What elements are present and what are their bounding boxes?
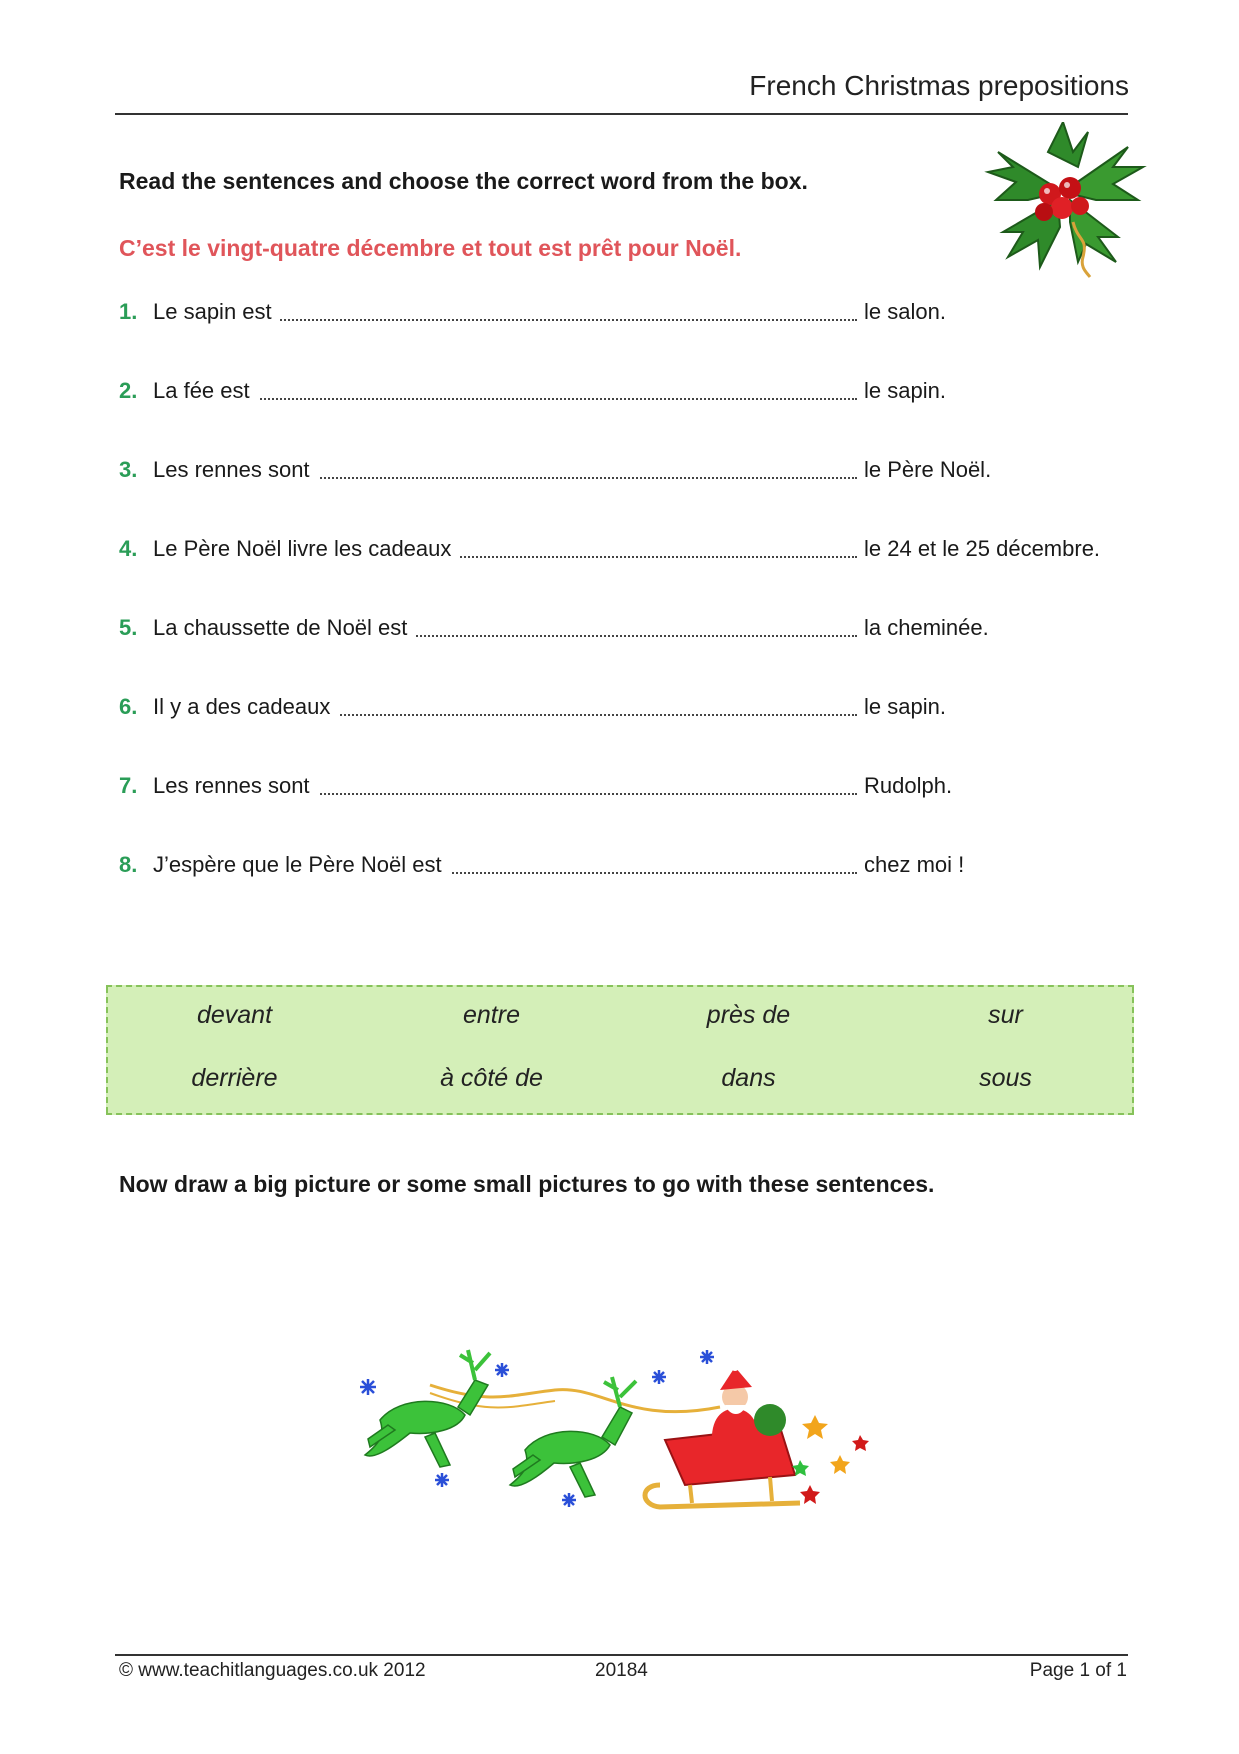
santa-sleigh-icon	[340, 1335, 900, 1535]
question-number: 8.	[119, 852, 138, 877]
question-number: 1.	[119, 299, 138, 324]
word-grid	[106, 987, 1134, 1113]
sentence-row	[119, 451, 1129, 530]
sentence-stem: Le Père Noël livre les cadeaux	[153, 536, 459, 562]
sentence-stem: Le sapin est	[153, 299, 280, 325]
sentence-row	[119, 688, 1129, 767]
footer-page: Page 1 of 1	[1029, 1660, 1127, 1681]
sentence-end: le salon.	[864, 299, 946, 324]
word-option: sur	[988, 1001, 1023, 1029]
answer-blank	[153, 398, 857, 400]
sentence-stem: La fée est	[153, 378, 258, 404]
word-option: sous	[979, 1064, 1032, 1092]
question-number: 5.	[119, 615, 138, 640]
exercise-list	[119, 293, 1129, 925]
sentence-row	[119, 530, 1129, 609]
word-option: devant	[196, 1001, 273, 1029]
footer-divider	[115, 1654, 1128, 1656]
drawing-instruction: Now draw a big picture or some small pictures to go with these sentences.	[119, 1171, 935, 1197]
word-option: dans	[721, 1064, 776, 1092]
header-divider	[115, 113, 1128, 115]
footer-code: 20184	[595, 1660, 648, 1681]
question-number: 2.	[119, 378, 138, 403]
word-box	[106, 985, 1134, 1115]
sentence-row	[119, 293, 1129, 372]
holly-icon	[978, 122, 1148, 282]
word-option: entre	[463, 1001, 520, 1029]
sentence-end: le Père Noël.	[864, 457, 992, 482]
question-number: 7.	[119, 773, 138, 798]
sentence-row	[119, 609, 1129, 688]
sentence-end: le 24 et le 25 décembre.	[864, 536, 1101, 561]
sentence-stem: J’espère que le Père Noël est	[153, 852, 450, 878]
footer-copyright: © www.teachitlanguages.co.uk 2012	[119, 1660, 426, 1681]
sentence-row	[119, 846, 1129, 925]
question-number: 6.	[119, 694, 138, 719]
sentence-end: le sapin.	[864, 378, 946, 403]
sentence-end: Rudolph.	[864, 773, 953, 798]
document-title: French Christmas prepositions	[749, 70, 1129, 101]
sentence-end: le sapin.	[864, 694, 946, 719]
word-option: derrière	[191, 1064, 278, 1092]
sentence-row	[119, 372, 1129, 451]
instruction: Read the sentences and choose the correct word from the box.	[119, 168, 808, 194]
question-number: 3.	[119, 457, 138, 482]
sentence-end: chez moi !	[864, 852, 965, 877]
sentence-row	[119, 767, 1129, 846]
sentence-stem: La chaussette de Noël est	[153, 615, 415, 641]
word-option: à côté de	[440, 1064, 543, 1092]
sentence-stem: Il y a des cadeaux	[153, 694, 338, 720]
question-number: 4.	[119, 536, 138, 561]
sentence-stem: Les rennes sont	[153, 773, 318, 799]
scenario-subtitle: C’est le vingt-quatre décembre et tout est prêt pour Noël.	[119, 235, 742, 261]
sentence-stem: Les rennes sont	[153, 457, 318, 483]
sentence-end: la cheminée.	[864, 615, 989, 640]
word-option: près de	[706, 1001, 791, 1029]
